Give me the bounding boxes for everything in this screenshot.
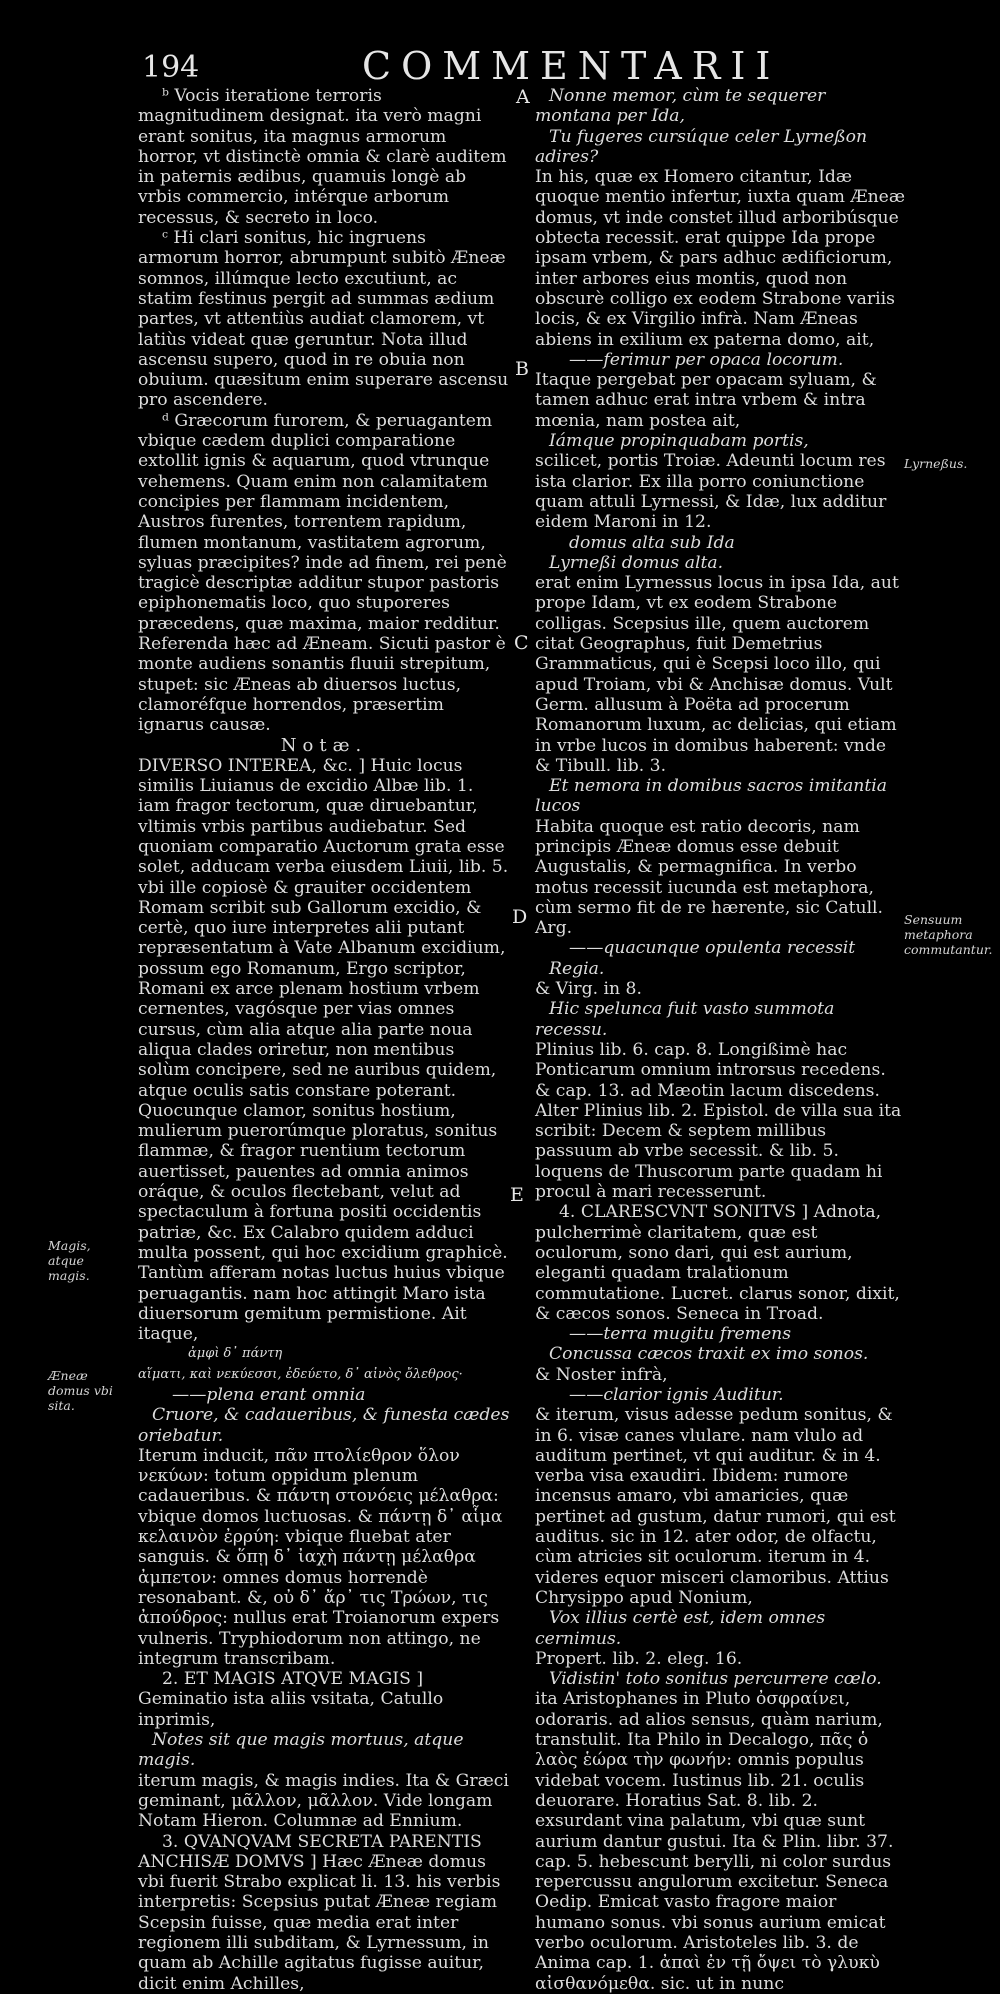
right-paragraph-7: Plinius lib. 6. cap. 8. Longißimè hac Ponticarum omnium introrsus recedens. & cap. 13. ad Mæotin lacum discedens. Alter Plinius lib. 2. Epistol. de villa sua ita scribit: Decem & septem millibus passuum ab vrbe secessit. & lib. 5. loquens de Thuscorum parte quadam hi procul à mari recesserunt.: [535, 1039, 902, 1203]
verse-quote-7: Et nemora in domibus sacros imitantia lucos: [535, 776, 887, 817]
right-paragraph-1: In his, quæ ex Homero citantur, Idæ quoque mentio infertur, iuxta quam Æneæ domus, vt inde constet illud arboribúsque obtecta recessit. erat quippe Ida prope ipsam vrbem, & pars adhuc ædificiorum, inter arbores eius montis, quod non obscurè colligo ex eodem Strabone variis locis, & ex Virgilio infrà. Nam Æneas abiens in exilium ex paterna domo, ait,: [535, 167, 905, 350]
verse-quote-12: Concussa cæcos traxit ex imo sonos.: [549, 1344, 869, 1365]
verse-quote-5: domus alta sub Ida: [569, 532, 735, 553]
verse-quote-14: Vox illius certè est, idem omnes cernimus.: [535, 1608, 826, 1649]
right-paragraph-11: Propert. lib. 2. eleg. 16.: [535, 1648, 743, 1669]
right-paragraph-4: erat enim Lyrnessus locus in ipsa Ida, aut prope Idam, vt ex eodem Strabone colligas. Scepsius ille, quem auctorem citat Geographus, fuit Demetrius Grammaticus, qui è Scepsi loco illo, qui apud Troiam, vbi & Anchisæ domus. Vult Germ. allusum à Poëta ad procerum Romanorum luxum, ac delicias, qui etiam in vrbe lucos in domibus haberent: vnde & Tibull. lib. 3.: [535, 573, 899, 776]
commentary-note-c: ᶜ Hi clari sonitus, hic ingruens armorum horror, abrumpunt subitò Æneæ somnos, illúmque lecto excutiunt, ac statim festinus pergit ad summas ædium partes, vt attentiùs audiat clamorem, vt latiùs videat quæ geruntur. Nota illud ascensu supero, quod in re obuia non obuium. quæsitum enim superare ascensu pro ascendere.: [138, 228, 509, 411]
latin-quote-plena: ——plena erant omnia: [172, 1385, 366, 1405]
greek-quote-line-2: αἵματι, καὶ νεκύεσσι, ἐδεύετο, δ᾽ αἰνὸς ὄλεθρος·: [138, 1366, 463, 1382]
verse-quote-6: Lyrneßi domus alta.: [549, 552, 724, 573]
right-column: [535, 86, 905, 1994]
commentary-note-b: ᵇ Vocis iteratione terroris magnitudinem designat. ita verò magni erant sonitus, ita magnus armorum horror, vt distinctè omnia & clarè auditem in paternis ædibus, quamuis longè ab vrbis commercio, intérque arborum recessus, & secreto in loco.: [138, 86, 507, 228]
note-2-et-magis: 2. ET MAGIS ATQVE MAGIS ] Geminatio ista aliis vsitata, Catullo inprimis,: [138, 1669, 444, 1730]
running-title: COMMENTARII: [362, 44, 781, 88]
right-paragraph-3: scilicet, portis Troiæ. Adeunti locum res ista clarior. Ex illa porro coniunctione quam attuli Lyrnessi, & Idæ, lux additur eidem Maroni in 12.: [535, 451, 887, 533]
verse-quote-4: Iámque propinquabam portis,: [549, 431, 809, 452]
verse-quote-10: Hic spelunca fuit vasto summota recessu.: [535, 999, 835, 1040]
side-note-aeneae-domus: Æneæ domus vbi sita.: [48, 1368, 113, 1413]
latin-quote-cruore: Cruore, & cadaueribus, & funesta cædes oriebatur.: [138, 1405, 510, 1446]
page-number: 194: [142, 50, 200, 85]
verse-quote-9: Regia.: [549, 958, 605, 979]
catullus-quote: Notes sit que magis mortuus, atque magis.: [138, 1730, 464, 1771]
verse-quote-3: ——ferimur per opaca locorum.: [569, 349, 844, 370]
note-1-continuation: Iterum inducit, πᾶν πτολίεθρον ὅλον νεκύων: totum oppidum plenum cadaueribus. & πάντη στονόεις μέλαθρα: vbique domos luctuosas. & πάντῃ δ᾽ αἷμα κελαινὸν ἐρρύη: vbique fluebat ater sanguis. & ὅπῃ δ᾽ ἰαχὴ πάντῃ μέλαθρα ἀμπετον: omnes domus horrendè resonabant. &, οὐ δ᾽ ἄρ᾽ τις Τρώων, τις ἀπούδρος: nullus erat Troianorum expers vulneris. Tryphiodorum non attingo, ne integrum transcribam.: [138, 1445, 503, 1669]
right-paragraph-12: ita Aristophanes in Pluto ὀσφραίνει, odoraris. ad alios sensus, quàm narium, transtulit. Ita Philo in Decalogo, πᾶς ὁ λαὸς ἑώρα τὴν φωνήν: omnis populus videbat vocem. Iustinus lib. 21. oculis deuorare. Horatius Sat. 8. lib. 2. exsurdant vina palatum, vbi quæ sunt aurium dantur gustui. Ita & Plin. libr. 37. cap. 5. hebescunt berylli, ni color surdus repercussu angulorum excitetur. Seneca Oedip. Emicat vasto fragore maior humano sonus. vbi sonus aurium emicat verbo oculorum. Aristoteles lib. 3. de Anima cap. 1. ἀπαὶ ἐν τῇ ὄψει τὸ γλυκὺ αἰσθανόμεθα. sic. ut in nunc: [535, 1689, 894, 1994]
left-column: [138, 86, 510, 1994]
side-note-lyrnessus: Lyrneßus.: [904, 456, 968, 471]
margin-letter-c: C: [514, 632, 529, 654]
verse-quote-2: Tu fugeres cursúque celer Lyrneßon adires?: [535, 126, 868, 167]
verse-quote-15: Vidistin' toto sonitus percurrere cœlo.: [549, 1669, 882, 1690]
right-paragraph-9: & Noster infrà,: [535, 1364, 668, 1385]
commentary-note-d: ᵈ Græcorum furorem, & peruagantem vbique cædem duplici comparatione extollit ignis & aquarum, quod vtrunque vehemens. Quam enim non calamitatem concipies per flammam incidentem, Austros furentes, torrentem rapidum, flumen montanum, vastitatem agrorum, syluas præcipites? inde ad finem, rei penè tragicè descriptæ additur stupor pastoris epiphonematis loco, quo stuporeres præcedens, quæ maxima, maior redditur. Referenda hæc ad Æneam. Sicuti pastor è monte audiens sonantis fluuii strepitum, stupet: sic Æneas ab diuersos luctus, clamoréfque horrendos, præsertim ignarus causæ.: [138, 410, 507, 736]
verse-quote-13: ——clarior ignis Auditur.: [569, 1385, 784, 1405]
side-note-sensuum-metaphora: Sensuum metaphora commutantur.: [904, 912, 993, 957]
verse-quote-8: ——quacunque opulenta recessit: [569, 938, 856, 959]
right-paragraph-10: & iterum, visus adesse pedum sonitus, & in 6. visæ canes vlulare. nam vlulo ad auditum pertinet, vt qui auditur. & in 4. verba visa exaudiri. Ibidem: rumore incensus amaro, vbi amaricies, quæ pertinet ad gustum, datur rumori, qui est auditus. sic in 12. ater odor, de olfactu, cùm atricies sit oculorum. iterum in 4. videres equor misceri clamoribus. Attius Chrysippo apud Nonium,: [535, 1405, 896, 1608]
margin-letter-d: D: [512, 906, 528, 928]
side-note-magis-atque-magis: Magis, atque magis.: [48, 1238, 91, 1283]
right-paragraph-2: Itaque pergebat per opacam syluam, & tamen adhuc erat intra vrbem & intra mœnia, nam postea ait,: [535, 370, 877, 431]
note-1-diverso-interea: DIVERSO INTEREA, &c. ] Huic locus similis Liuianus de excidio Albæ lib. 1. iam fragor tectorum, quæ diruebantur, vltimis vrbis partibus audiebatur. Sed quoniam comparatio Auctorum grata esse solet, adducam verba eiusdem Liuii, lib. 5. vbi ille copiosè & grauiter occidentem Romam scribit sub Gallorum excidio, & certè, quo iure interpretes alii putant repræsentatum à Vate Albanum excidium, possum ego Romanum, Ergo scriptor, Romani ex arce plenam hostium vrbem cernentes, vagósque per vias omnes cursus, cùm alia atque alia parte noua aliqua clades oriretur, non mentibus solùm concipere, sed ne auribus quidem, atque oculis satis constare poterant. Quocunque clamor, sonitus hostium, mulierum puerorúmque ploratus, sonitus flammæ, & fragor ruentium tectorum auertisset, pauentes ad omnia animos oráque, & oculos flectebant, velut ad spectaculum à fortuna positi occidentis patriæ, &c. Ex Calabro quidem adduci multa possent, qui hoc excidium graphicè. Tantùm afferam notas luctus huius vbique peruagantis. nam hoc attingit Maro ista diuersorum gemitum permistione. Ait itaque,: [138, 755, 509, 1345]
note-4-clarescunt: 4. CLARESCVNT SONITVS ] Adnota, pulcherrimè claritatem, quæ est oculorum, sono dari, qui est aurium, eleganti quadam tralationum commutatione. Lucret. clarus sonor, dixit, & cæcos sonos. Seneca in Troad.: [535, 1202, 900, 1324]
note-3-quanquam: 3. QVANQVAM SECRETA PARENTIS ANCHISÆ DOMVS ] Hæc Æneæ domus vbi fuerit Strabo explicat li. 13. his verbis interpretis: Scepsius putat Æneæ regiam Scepsin fuisse, quæ media erat inter regionem illi subditam, & Lyrnessum, in quam ab Achille agitatus fugisse auitur, dicit enim Achilles,: [138, 1831, 501, 1994]
greek-quote-line-1: ἀμφὶ δ᾽ πάντη: [188, 1346, 283, 1362]
margin-letter-b: B: [515, 358, 529, 380]
right-paragraph-5: Habita quoque est ratio decoris, nam principis Æneæ domus esse debuit Augustalis, & permagnifica. In verbo motus recessit iucunda est metaphora, cùm sermo fit de re hærente, sic Catull. Arg.: [535, 816, 884, 939]
margin-letter-a: A: [516, 86, 530, 108]
verse-quote-11: ——terra mugitu fremens: [569, 1324, 792, 1345]
notae-heading: Notæ.: [280, 734, 368, 756]
note-2-continuation: iterum magis, & magis indies. Ita & Græci geminant, μᾶλλον, μᾶλλον. Vide longam Notam Hieron. Columnæ ad Ennium.: [138, 1770, 509, 1832]
margin-letter-e: E: [510, 1184, 524, 1206]
verse-quote-1: Nonne memor, cùm te sequerer montana per Ida,: [535, 86, 826, 127]
right-paragraph-6: & Virg. in 8.: [535, 979, 642, 1000]
